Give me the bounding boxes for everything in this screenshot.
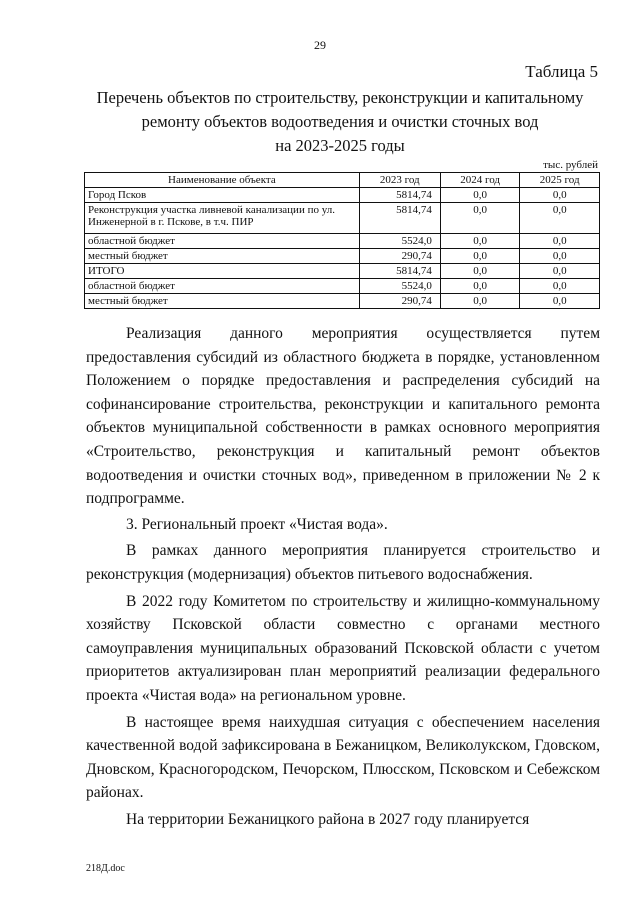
object-name-cell: местный бюджет (85, 294, 360, 309)
value-cell: 0,0 (520, 279, 600, 294)
table-row (85, 249, 600, 264)
value-cell: 0,0 (440, 249, 520, 264)
value-cell: 5524,0 (359, 279, 440, 294)
object-name-cell: областной бюджет (85, 279, 360, 294)
value-cell: 290,74 (359, 294, 440, 309)
table-row (85, 294, 600, 309)
value-cell: 290,74 (359, 249, 440, 264)
value-cell: 0,0 (440, 264, 520, 279)
paragraph: Реализация данного мероприятия осуществляется путем предоставления субсидий из областного бюджета в порядке, установленном Положением о порядке предоставления и распределения субсидий на софинансирование строительства, реконструкции и капитального ремонта объектов муниципальной собственности в рамках основного мероприятия «Строительство, реконструкция и капитальный ремонт объектов водоотведения и очистки сточных вод», приведенном в приложении № 2 к подпрограмме. (86, 325, 600, 508)
object-name-cell: областной бюджет (85, 234, 360, 249)
units-label: тыс. рублей (543, 159, 598, 171)
footer-filename: 218Д.doc (86, 863, 125, 874)
value-cell: 5814,74 (359, 203, 440, 234)
value-cell: 5814,74 (359, 264, 440, 279)
value-cell: 0,0 (520, 203, 600, 234)
object-name-cell: ИТОГО (85, 264, 360, 279)
object-name-cell: местный бюджет (85, 249, 360, 264)
table-row (85, 264, 600, 279)
value-cell: 0,0 (440, 188, 520, 203)
object-name-cell: Реконструкция участка ливневой канализации по ул. Инженерной в г. Пскове, в т.ч. ПИР (85, 203, 360, 234)
title-line: Перечень объектов по строительству, реконструкции и капитальному (96, 88, 584, 107)
value-cell: 0,0 (520, 249, 600, 264)
document-title (70, 86, 610, 158)
page-number: 29 (314, 38, 326, 52)
table-row (85, 279, 600, 294)
objects-table (84, 172, 600, 309)
paragraph: В настоящее время наихудшая ситуация с обеспечением населения качественной водой зафиксирована в Бежаницком, Великолукском, Гдовском, Дновском, Красногородском, Печорском, Плюсском, Псковском и Себежском районах. (86, 713, 600, 802)
value-cell: 0,0 (520, 188, 600, 203)
body-text (86, 322, 600, 831)
value-cell: 0,0 (440, 234, 520, 249)
title-line: ремонту объектов водоотведения и очистки сточных вод (141, 112, 539, 131)
value-cell: 0,0 (440, 203, 520, 234)
paragraph: В 2022 году Комитетом по строительству и жилищно-коммунальному хозяйству Псковской области совместно с органами местного самоуправления муниципальных образований Псковской области с учетом приоритетов актуализирован план мероприятий реализации федерального проекта «Чистая вода» на региональном уровне. (86, 592, 600, 704)
table-row (85, 188, 600, 203)
header-cell: Наименование объекта (85, 173, 360, 188)
table-row (85, 234, 600, 249)
header-cell: 2024 год (440, 173, 520, 188)
table-row (85, 203, 600, 234)
value-cell: 5814,74 (359, 188, 440, 203)
object-name-cell: Город Псков (85, 188, 360, 203)
value-cell: 0,0 (440, 294, 520, 309)
value-cell: 0,0 (520, 294, 600, 309)
value-cell: 0,0 (520, 234, 600, 249)
table-label: Таблица 5 (525, 62, 598, 81)
paragraph: На территории Бежаницкого района в 2027 году планируется (126, 810, 530, 828)
title-line: на 2023-2025 годы (275, 136, 405, 155)
header-cell: 2025 год (520, 173, 600, 188)
value-cell: 0,0 (520, 264, 600, 279)
header-cell: 2023 год (359, 173, 440, 188)
section-heading: 3. Региональный проект «Чистая вода». (126, 515, 388, 533)
value-cell: 5524,0 (359, 234, 440, 249)
value-cell: 0,0 (440, 279, 520, 294)
table-header-row (85, 173, 600, 188)
paragraph: В рамках данного мероприятия планируется строительство и реконструкция (модернизация) объектов питьевого водоснабжения. (86, 542, 600, 583)
